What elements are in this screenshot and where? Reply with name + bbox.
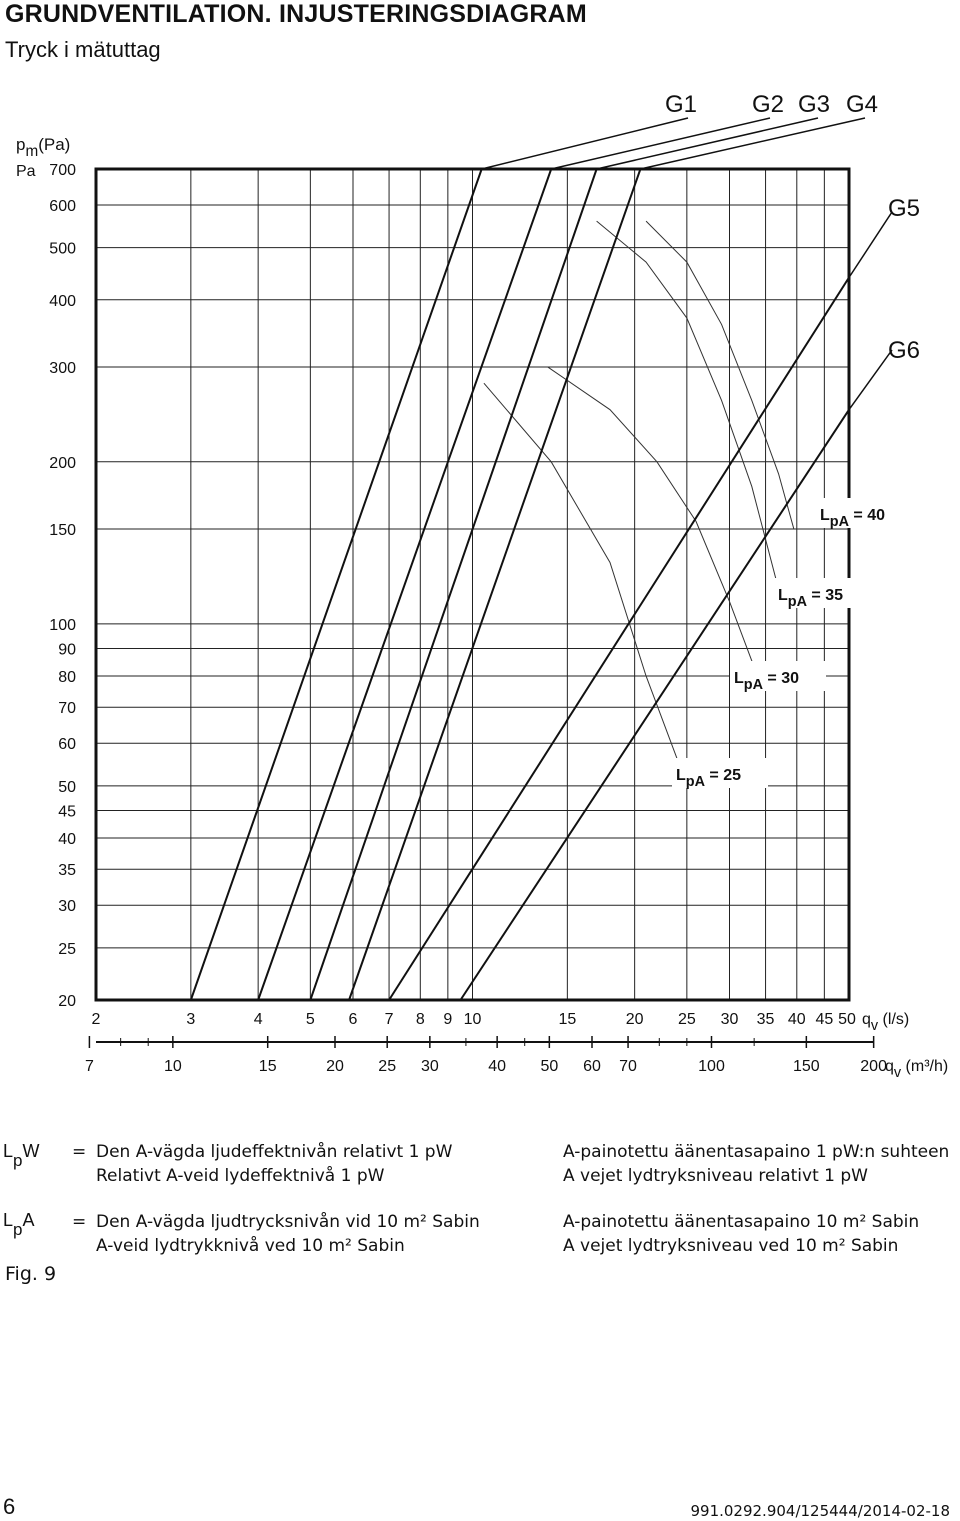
y-tick-label: 40 [58,830,76,848]
y-tick-label: 700 [49,162,76,179]
x-axis-label-ls: qv (l/s) [862,1011,910,1034]
x-tick-label: 45 [815,1011,834,1028]
legend-symbol-lpa: $L_pA$ [3,1210,35,1239]
x-tick-label: 15 [558,1011,577,1028]
sound-level-label: LpA = 35 [778,587,843,610]
page-number: 6 [3,1494,16,1519]
m3h-tick-label: 25 [378,1058,397,1075]
x-tick-label: 4 [253,1011,263,1028]
series-leader-line [597,118,818,169]
x-axis-label-m3h: qv (m³/h) [885,1058,949,1081]
sound-curve [597,221,779,589]
m3h-tick-label: 7 [84,1058,94,1075]
y-tick-label: 80 [58,668,76,686]
document-reference: 991.0292.904/125444/2014-02-18 [690,1502,950,1520]
legend-fi-2a: A-painotettu äänentasapaino 10 m² Sabin [563,1212,920,1232]
series-leader-line [640,118,865,169]
series-label: G5 [888,195,921,222]
x-tick-label: 10 [463,1011,482,1028]
system-line [191,169,482,1000]
page-subtitle: Tryck i mätuttag [5,37,161,62]
series-label: G6 [888,337,921,364]
x-tick-label: 40 [787,1011,806,1028]
y-tick-label: 150 [49,522,76,540]
x-tick-label: 20 [625,1011,644,1028]
x-tick-label: 35 [756,1011,775,1028]
sound-curve [548,367,755,670]
m3h-tick-label: 70 [619,1058,637,1075]
m3h-tick-label: 40 [488,1058,507,1075]
legend-eq-1: = [72,1142,87,1162]
m3h-tick-label: 30 [420,1058,439,1075]
system-line [461,410,849,1000]
y-tick-label: 200 [49,454,76,472]
x-tick-label: 2 [91,1011,101,1028]
y-tick-label: 300 [49,360,76,378]
y-tick-label: 20 [58,993,76,1010]
page-title: GRUNDVENTILATION. INJUSTERINGSDIAGRAM [5,0,587,28]
x-tick-label: 30 [720,1011,739,1028]
legend-sv-1b: Relativt A-veid lydeffektnivå 1 pW [96,1166,385,1186]
series-leader-line [849,212,892,278]
sound-level-label: LpA = 30 [734,670,799,693]
x-tick-label: 7 [384,1011,394,1028]
y-tick-label: 30 [58,898,76,916]
legend-sv-2b: A-veid lydtrykknivå ved 10 m² Sabin [96,1236,405,1256]
y-tick-label: 25 [58,940,76,958]
x-tick-label: 50 [838,1011,856,1028]
m3h-tick-label: 100 [698,1058,725,1075]
series-label: G1 [665,91,698,118]
m3h-tick-label: 60 [583,1058,601,1075]
y-tick-label: 60 [58,736,76,754]
y-tick-label: 600 [49,198,76,216]
x-tick-label: 3 [186,1011,196,1028]
sound-curve [646,221,794,529]
series-label: G2 [752,91,785,118]
y-tick-label: 90 [58,641,76,659]
y-tick-label: 50 [58,778,76,796]
figure-label: Fig. 9 [5,1263,57,1285]
legend-sv-1a: Den A-vägda ljudeffektnivån relativt 1 pW [96,1142,453,1162]
x-tick-label: 9 [443,1011,453,1028]
series-label: G3 [798,91,831,118]
m3h-tick-label: 10 [163,1058,182,1075]
y-tick-label: 400 [49,292,76,310]
sound-level-label: LpA = 40 [820,507,885,530]
m3h-tick-label: 50 [540,1058,559,1075]
legend-eq-2: = [72,1212,87,1232]
x-tick-label: 25 [677,1011,696,1028]
legend-fi-2b: A vejet lydtryksniveau ved 10 m² Sabin [563,1236,899,1256]
y-tick-label: 70 [58,700,76,718]
sound-level-label: LpA = 25 [676,767,741,790]
m3h-tick-label: 200 [860,1058,887,1075]
system-line [389,278,849,1000]
legend-sv-2a: Den A-vägda ljudtrycksnivån vid 10 m² Sabin [96,1212,480,1232]
x-tick-label: 5 [305,1011,315,1028]
series-leader-line [849,350,892,410]
y-tick-label: 500 [49,240,76,258]
legend-symbol-lpw: $L_pW$ [3,1141,40,1170]
y-tick-label: 35 [58,862,76,880]
m3h-tick-label: 150 [792,1058,820,1075]
sound-curve [484,383,677,759]
legend-fi-1a: A-painotettu äänentasapaino 1 pW:n suhteen [563,1142,950,1162]
y-axis-label: pm(Pa) [16,135,71,160]
system-line [349,169,640,1000]
y-tick-label: 45 [58,803,76,821]
m3h-tick-label: 20 [326,1058,344,1075]
series-label: G4 [846,91,879,118]
y-tick-label: 100 [49,616,76,634]
y-axis-unit-left: Pa [16,163,36,180]
x-tick-label: 6 [348,1011,358,1028]
m3h-tick-label: 15 [258,1058,277,1075]
legend-fi-1b: A vejet lydtryksniveau relativt 1 pW [563,1166,868,1186]
system-line [258,169,551,1000]
x-tick-label: 8 [415,1011,425,1028]
